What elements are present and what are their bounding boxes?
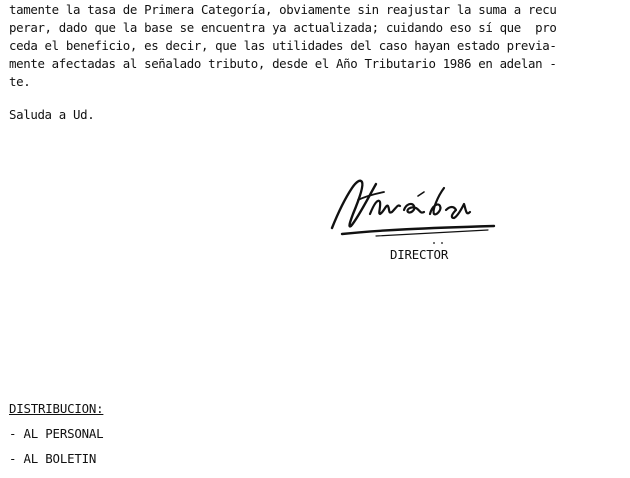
distribution-list bbox=[9, 400, 103, 468]
paragraph-line-1: tamente la tasa de Primera Categoría, obviamente sin reajustar la suma a recu bbox=[9, 2, 557, 17]
paragraph-line-2: perar, dado que la base se encuentra ya actualizada; cuidando eso sí que pro bbox=[9, 20, 557, 35]
paragraph-line-4: mente afectadas al señalado tributo, desde el Año Tributario 1986 en adelan - bbox=[9, 56, 557, 71]
handwritten-signature bbox=[318, 170, 498, 245]
paragraph-line-5: te. bbox=[9, 74, 31, 89]
signature-block bbox=[318, 170, 528, 270]
paragraph-line-3: ceda el beneficio, es decir, que las utilidades del caso hayan estado previa- bbox=[9, 38, 557, 53]
signer-title: DIRECTOR bbox=[390, 247, 449, 262]
distribution-item: - AL BOLETIN bbox=[9, 451, 97, 466]
closing-salutation: Saluda a Ud. bbox=[9, 107, 95, 122]
distribution-heading: DISTRIBUCION: bbox=[9, 401, 104, 416]
distribution-item: - AL PERSONAL bbox=[9, 426, 104, 441]
